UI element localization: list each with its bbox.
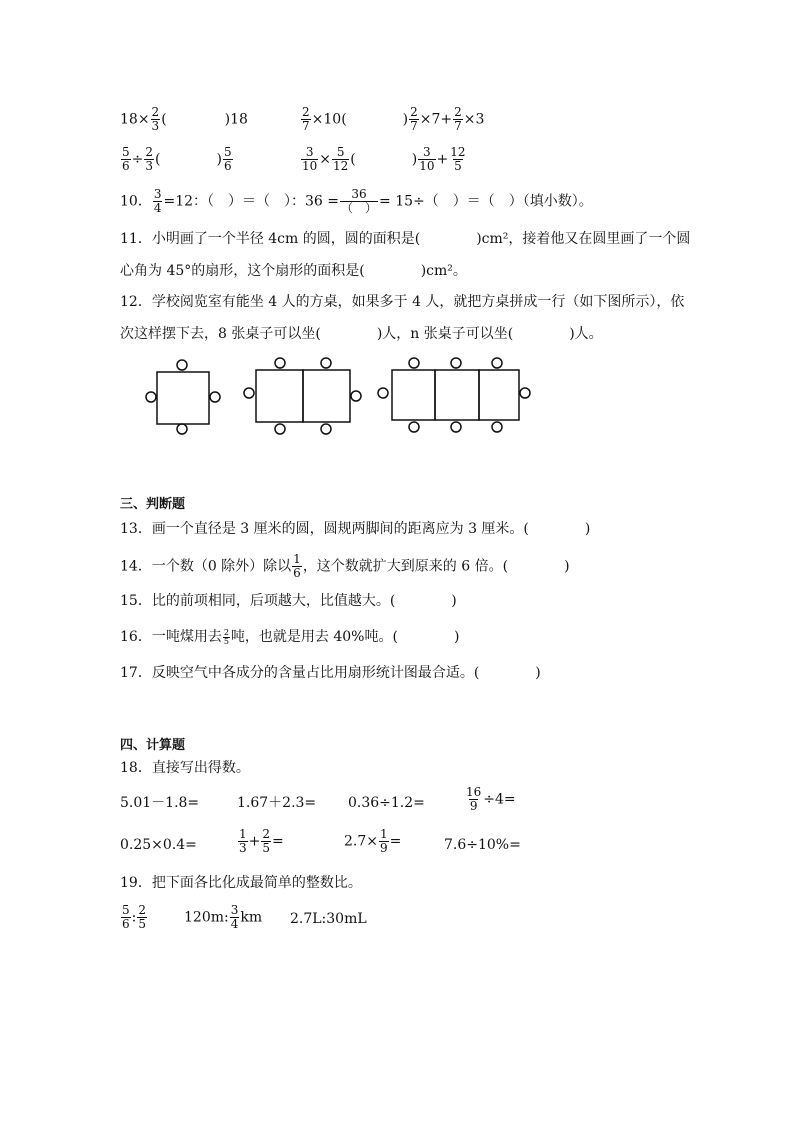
question-10: 10． $\frac{3}{4}$ =12：（ ）＝（ ）：36 = $\frac{36}{( )}$ = 15÷（ ）＝（ ）（填小数）。	[120, 187, 593, 215]
calc-r2-b: $\frac{1}{3}$ + $\frac{2}{5}$ =	[239, 827, 284, 855]
answer-blank-close[interactable]: )	[402, 111, 409, 128]
compare-r1c2: $\frac{2}{7}$ ×10( ) $\frac{2}{7}$ ×7+ $\frac{2}{7}$ ×3	[302, 105, 485, 133]
ratio-c: 2.7L:30mL	[290, 911, 367, 927]
answer-blank-close[interactable]: )	[224, 111, 231, 128]
ratio-b: 120m: $\frac{3}{4}$ km	[184, 903, 263, 931]
calc-r1-d: $\frac{16}{9}$ ÷4=	[466, 785, 516, 813]
section-4-title: 四、计算题	[120, 738, 186, 753]
ratio-a: $\frac{5}{6}$ : $\frac{2}{5}$	[122, 903, 146, 931]
answer-blank-close[interactable]: )	[216, 151, 222, 168]
calc-r1-c: 0.36÷1.2=	[348, 795, 425, 811]
question-18-title: 18．直接写出得数。	[120, 760, 250, 776]
judge-14: 14．一个数（0 除外）除以 $\frac{1}{6}$ ，这个数就扩大到原来的 6 倍。( )	[120, 552, 570, 580]
judge-15: 15．比的前项相同，后项越大，比值越大。( )	[120, 593, 457, 609]
judge-13: 13．画一个直径是 3 厘米的圆，圆规两脚间的距离应为 3 厘米。( )	[120, 521, 591, 537]
fraction: $\frac{2}{3}$	[151, 105, 160, 133]
table-arrangement-figure	[140, 352, 540, 442]
question-12-line2: 次这样摆下去，8 张桌子可以坐( )人，n 张桌子可以坐( )人。	[120, 326, 603, 342]
compare-r1c1: 18× $\frac{2}{3}$ ( )18	[120, 105, 248, 133]
compare-r2c1: $\frac{5}{6}$ ÷ $\frac{2}{3}$ ( ) $\frac{5}{6}$	[122, 145, 232, 173]
question-19-title: 19．把下面各比化成最简单的整数比。	[120, 875, 362, 891]
calc-r2-d: 7.6÷10%=	[444, 837, 521, 853]
question-11-line1: 11．小明画了一个半径 4cm 的圆，圆的面积是( )cm²，接着他又在圆里画了一个圆	[120, 231, 691, 247]
judge-16: 16．一吨煤用去 $\frac{2}{5}$ 吨，也就是用去 40%吨。( )	[120, 627, 460, 646]
expr-text: 18×	[120, 111, 150, 128]
calc-r1-a: 5.01－1.8=	[120, 795, 200, 811]
judge-17: 17．反映空气中各成分的含量占比用扇形统计图最合适。( )	[120, 665, 541, 681]
answer-blank-open: (	[161, 111, 167, 128]
question-11-line2: 心角为 45°的扇形，这个扇形的面积是( )cm²。	[120, 263, 467, 279]
calc-r2-c: 2.7× $\frac{1}{9}$ =	[344, 827, 402, 855]
compare-r2c2: $\frac{3}{10}$ × $\frac{5}{12}$ ( ) $\frac{3}{10}$ + $\frac{12}{5}$	[302, 145, 466, 173]
calc-r1-b: 1.67＋2.3=	[237, 795, 317, 811]
section-3-title: 三、判断题	[120, 497, 186, 512]
answer-blank-close[interactable]: )	[411, 151, 418, 168]
question-12-line1: 12．学校阅览室有能坐 4 人的方桌，如果多于 4 人，就把方桌拼成一行（如下图所示），依	[120, 294, 685, 310]
calc-r2-a: 0.25×0.4=	[120, 837, 197, 853]
